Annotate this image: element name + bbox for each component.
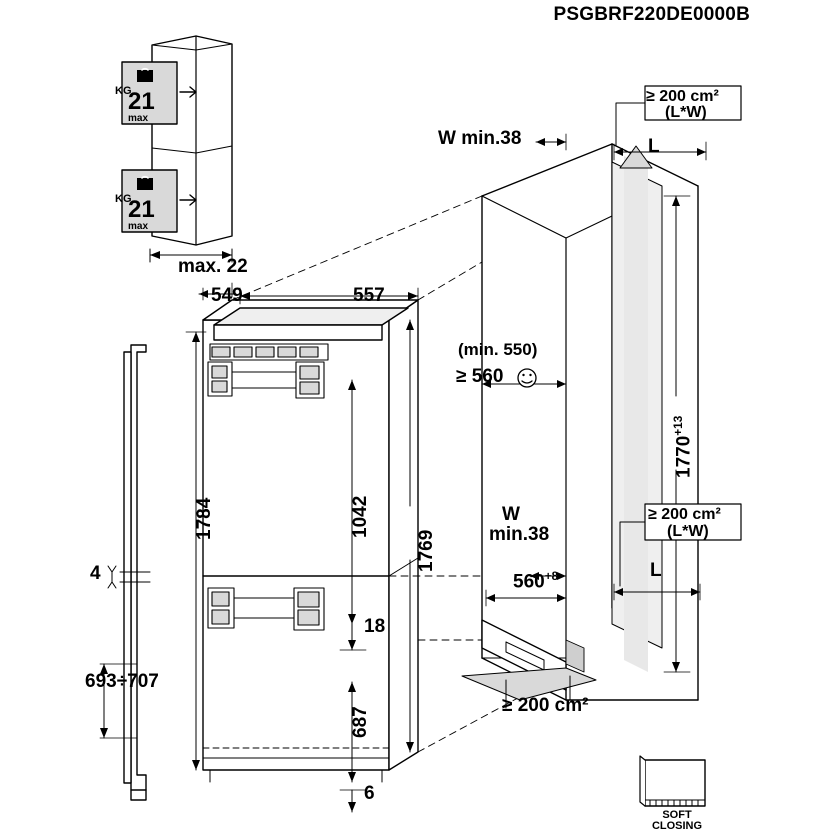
dim-557-label: 557 xyxy=(353,285,385,306)
vent-mid-line1: ≥ 200 cm² xyxy=(648,506,721,523)
dim-687-label: 687 xyxy=(350,706,371,738)
dim-1770-label: $1770^{+13}$ xyxy=(672,415,695,478)
weight-top-value: 21 xyxy=(128,88,155,115)
weight-bottom-unit: KG xyxy=(115,193,132,205)
model-code: PSGBRF220DE0000B xyxy=(553,4,750,25)
dim-1042-label: 1042 xyxy=(350,495,371,538)
L-mid-label: L xyxy=(650,560,662,581)
weight-bottom-max: max xyxy=(128,221,149,232)
w-min-38-mid-line1: W xyxy=(502,504,520,525)
vent-top-line1: ≥ 200 cm² xyxy=(646,88,719,105)
min-550-label: (min. 550) xyxy=(458,340,538,359)
dim-1769-label: 1769 xyxy=(416,529,437,572)
dim-6 xyxy=(340,790,366,812)
vent-bottom-label: ≥ 200 cm² xyxy=(502,695,589,716)
weight-top-unit: KG xyxy=(115,85,132,97)
dim-1784-label: 1784 xyxy=(194,497,215,540)
dim-560-bottom-label: $560^{+8}$ xyxy=(513,570,559,593)
vent-top-line2: (L*W) xyxy=(665,104,707,121)
appliance-front-view xyxy=(203,300,418,782)
L-top-label: L xyxy=(648,136,660,157)
dim-4-label: 4 xyxy=(90,563,101,584)
smiley-icon xyxy=(518,369,536,387)
soft-closing-caption: SOFT CLOSING xyxy=(651,809,703,832)
weight-top-max: max xyxy=(128,113,149,124)
door-profile-section xyxy=(100,345,150,800)
dim-w-min-38-top xyxy=(536,134,566,150)
niche-view xyxy=(462,144,698,700)
soft-closing-pictogram xyxy=(640,756,705,806)
gte-560-label: ≥ 560 xyxy=(456,366,504,387)
dim-6-label: 6 xyxy=(364,783,375,804)
dim-18-label: 18 xyxy=(364,616,386,637)
dim-max-22-label: max. 22 xyxy=(178,256,248,277)
w-min-38-mid-line2: min.38 xyxy=(489,524,550,545)
dim-693-707-label: 693÷707 xyxy=(85,671,159,692)
dim-549-label: 549 xyxy=(211,285,243,306)
vent-mid-line2: (L*W) xyxy=(667,523,709,540)
w-min-38-top-label: W min.38 xyxy=(438,128,522,149)
weight-bottom-value: 21 xyxy=(128,196,155,223)
